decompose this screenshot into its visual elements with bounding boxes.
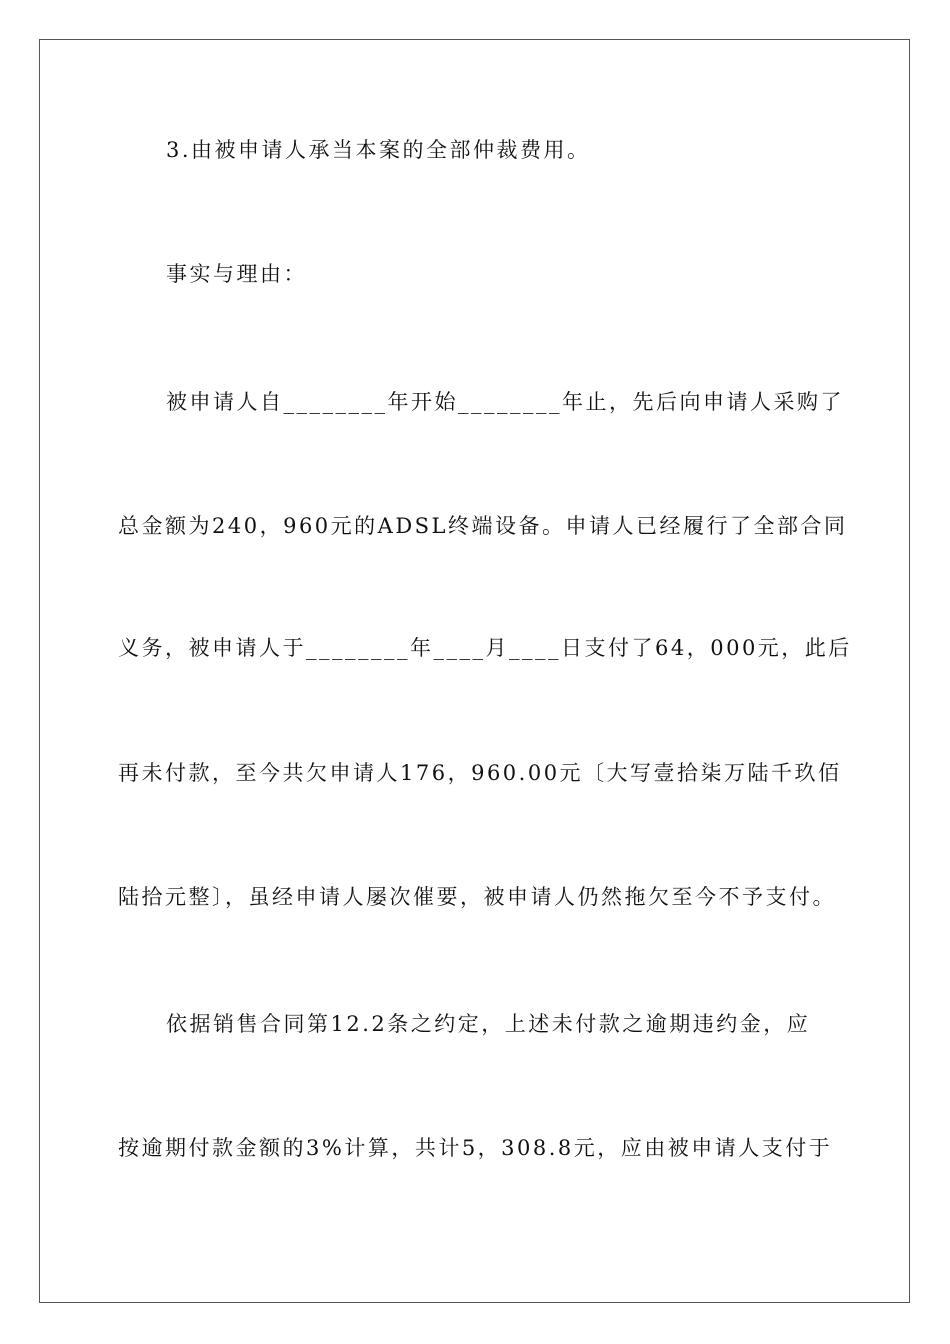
page-border: [39, 39, 910, 1303]
paragraph-line: 依据销售合同第12.2条之约定，上述未付款之逾期违约金，应: [166, 1012, 811, 1036]
paragraph-line: 总金额为240，960元的ADSL终端设备。申请人已经履行了全部合同: [118, 514, 848, 538]
paragraph-line: 按逾期付款金额的3%计算，共计5，308.8元，应由被申请人支付于: [118, 1136, 833, 1160]
paragraph-line: 陆拾元整〕，虽经申请人屡次催要，被申请人仍然拖欠至今不予支付。: [118, 885, 836, 909]
paragraph-line: 义务，被申请人于________年____月____日支付了64，000元，此后: [118, 636, 852, 660]
paragraph-line: 被申请人自________年开始________年止，先后向申请人采购了: [166, 390, 844, 414]
section-heading-facts-and-reasons: 事实与理由：: [166, 262, 307, 286]
paragraph-line-arbitration-fee: 3.由被申请人承当本案的全部仲裁费用。: [166, 138, 591, 162]
paragraph-line: 再未付款，至今共欠申请人176，960.00元〔大写壹拾柒万陆千玖佰: [118, 761, 842, 785]
